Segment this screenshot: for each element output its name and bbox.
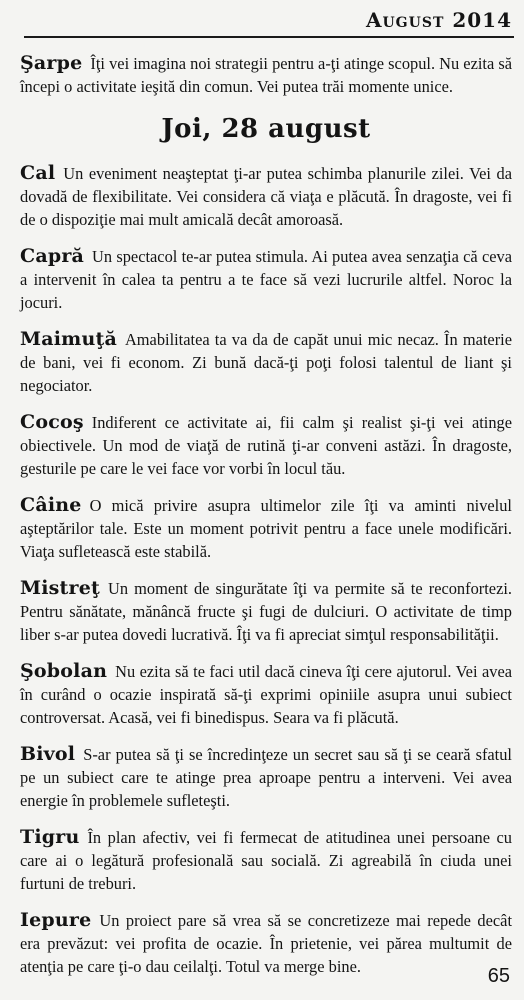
entry-text: Indiferent ce activitate ai, fii calm şi realist şi-ţi vei atinge obiectivele. Un mod de viaţă de rutină ţi-ar conveni astăzi. În dragoste, gesturile pe care le vei face vor vorbi în locul tău.	[20, 413, 512, 478]
horoscope-entry	[20, 328, 512, 397]
horoscope-entry-sarpe	[20, 52, 512, 98]
entry-text: Amabilitatea ta va da de capăt unui mic necaz. În materie de bani, vei fi econom. Zi bună dacă-ţi poţi folosi talentul de liant şi negociator.	[20, 330, 512, 395]
sign-name: Maimuţă	[20, 328, 117, 350]
page-number: 65	[487, 965, 510, 987]
horoscope-entry	[20, 660, 512, 729]
sign-name: Iepure	[20, 909, 92, 931]
entry-text: Îţi vei imagina noi strategii pentru a-ţi atinge scopul. Nu ezita să începi o activitate ieşită din comun. Vei putea trăi momente unice.	[20, 54, 512, 96]
sign-name: Câine	[20, 494, 82, 516]
sign-name: Bivol	[20, 743, 76, 765]
sign-name: Tigru	[20, 826, 80, 848]
sign-name: Cal	[20, 162, 56, 184]
page-content	[20, 52, 512, 992]
entry-text: Un eveniment neaşteptat ţi-ar putea schimba planurile zilei. Vei da dovadă de flexibilitate. Vei considera că viaţa e plăcută. În dragoste, vei fi de o dispoziţie mai mult amicală decât amoroasă.	[20, 164, 512, 229]
entry-text: O mică privire asupra ultimelor zile îţi va aminti nivelul aşteptărilor tale. Este un moment potrivit pentru a face unele modificări. Viaţa sufletească este stabilă.	[20, 496, 512, 561]
horoscope-entry	[20, 826, 512, 895]
horoscope-entry	[20, 245, 512, 314]
header-rule	[24, 36, 514, 38]
horoscope-entry	[20, 494, 512, 563]
running-header: August 2014	[365, 8, 512, 32]
sign-name: Cocoş	[20, 411, 84, 433]
day-title: Joi, 28 august	[161, 114, 371, 144]
horoscope-entry	[20, 743, 512, 812]
horoscope-entry	[20, 909, 512, 978]
entry-text: Un proiect pare să vrea să se concretizeze mai repede decât era prevăzut: vei profita de ocazie. În prietenie, vei părea multumit de atenţia pe care ţi-o dau ceilalţi. Totul va merge bine.	[20, 911, 512, 976]
sign-name: Mistreţ	[20, 577, 100, 599]
entry-text: Un moment de singurătate îţi va permite să te reconfortezi. Pentru sănătate, mănâncă fructe şi fugi de dulciuri. O activitate de timp liber s-ar putea dovedi lucrativă. Îţi va fi apreciat simţul responsabilităţii.	[20, 579, 512, 644]
horoscope-entry	[20, 162, 512, 231]
entry-text: S-ar putea să ţi se încredinţeze un secret sau să ţi se ceară sfatul pe un subiect care te atinge prea aproape pentru a interveni. Vei avea energie în problemele sufleteşti.	[20, 745, 512, 810]
sign-name: Şarpe	[20, 52, 83, 74]
sign-name: Şobolan	[20, 660, 108, 682]
sign-name: Capră	[20, 245, 85, 267]
entry-text: Un spectacol te-ar putea stimula. Ai putea avea senzaţia că ceva a intervenit în calea ta pentru a te face să vezi lucrurile altfel. Noroc la jocuri.	[20, 247, 512, 312]
entry-text: Nu ezita să te faci util dacă cineva îţi cere ajutorul. Vei avea în curând o ocazie inspirată să-ţi exprimi opiniile asupra unui subiect controversat. Acasă, vei fi binedispus. Seara va fi plăcută.	[20, 662, 512, 727]
entry-text: În plan afectiv, vei fi fermecat de atitudinea unei persoane cu care ai o legătură profesională sau socială. Zi agreabilă în ciuda unei furtuni de treburi.	[20, 828, 512, 893]
horoscope-entry	[20, 577, 512, 646]
horoscope-entry	[20, 411, 512, 480]
